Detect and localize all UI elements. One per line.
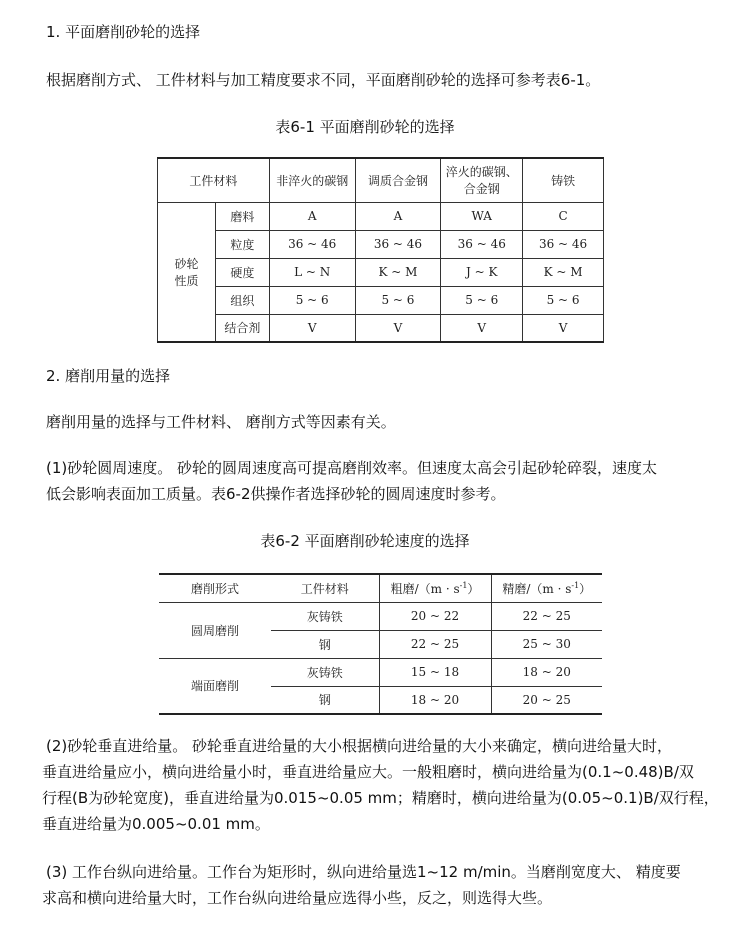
para-2-line-3: 行程(B为砂轮宽度)，垂直进给量为0.015~0.05 mm；精磨时，横向进给量为(0.05~0.1)B/双行程， [42,789,719,807]
row-label: 结合剂 [215,314,269,342]
table-cell: L ~ N [269,258,355,286]
table-cell: 15 ~ 18 [379,658,491,686]
para-2-line-1: (2)砂轮垂直进给量。 砂轮垂直进给量的大小根据横向进给量的大小来确定，横向进给量大时， [46,737,673,755]
table-row [159,574,602,602]
table-row [159,658,602,686]
table-row [158,258,604,286]
form-cell: 端面磨削 [159,658,271,714]
table-row [158,158,604,202]
rough-header-label: 粗磨/（m · s [390,581,460,596]
table-row [158,230,604,258]
table-cell: A [355,202,441,230]
header-cell: 磨削形式 [159,574,271,602]
header-cell: 非淬火的碳钢 [269,158,355,202]
header-cell: 工件材料 [271,574,379,602]
material-cell: 灰铸铁 [271,658,379,686]
table-cell: C [523,202,604,230]
para-3-line-1: (3) 工作台纵向进给量。工作台为矩形时，纵向进给量选1~12 m/min。当磨削宽度大、 精度要 [46,863,681,881]
table-cell: 5 ~ 6 [441,286,523,314]
material-cell: 灰铸铁 [271,602,379,630]
para-2-line-4: 垂直进给量为0.005~0.01 mm。 [42,815,270,833]
unit-exponent: -1 [459,580,468,590]
row-label: 硬度 [215,258,269,286]
table-row [159,602,602,630]
table-cell: 25 ~ 30 [491,630,602,658]
fine-header-close: ） [579,581,592,596]
section-1-paragraph: 根据磨削方式、 工件材料与加工精度要求不同，平面磨削砂轮的选择可参考表6-1。 [46,71,601,89]
table-cell: 36 ~ 46 [441,230,523,258]
header-cell [379,574,491,602]
table-2-caption: 表6-2 平面磨削砂轮速度的选择 [260,532,470,550]
section-1-heading: 1. 平面磨削砂轮的选择 [46,23,201,41]
table-row [158,314,604,342]
para-2-line-2: 垂直进给量应小，横向进给量小时，垂直进给量应大。一般粗磨时，横向进给量为(0.1~0.48)B/双 [42,763,694,781]
para-1-line-1: (1)砂轮圆周速度。 砂轮的圆周速度高可提高磨削效率。但速度太高会引起砂轮碎裂，速度太 [46,459,658,477]
row-label: 组织 [215,286,269,314]
material-cell: 钢 [271,630,379,658]
table-cell: 20 ~ 22 [379,602,491,630]
header-cell: 工件材料 [158,158,270,202]
table-cell: 5 ~ 6 [355,286,441,314]
header-cell: 淬火的碳钢、合金钢 [441,158,523,202]
table-cell: 18 ~ 20 [491,658,602,686]
table-cell: 36 ~ 46 [523,230,604,258]
table-cell: K ~ M [523,258,604,286]
table-row [158,286,604,314]
table-cell: A [269,202,355,230]
table-row [158,202,604,230]
row-label: 粒度 [215,230,269,258]
table-1-caption: 表6-1 平面磨削砂轮的选择 [275,118,455,136]
table-cell: 22 ~ 25 [491,602,602,630]
row-label: 磨料 [215,202,269,230]
table-cell: 5 ~ 6 [523,286,604,314]
section-2-heading: 2. 磨削用量的选择 [46,367,171,385]
para-3-line-2: 求高和横向进给量大时，工作台纵向进给量应选得小些，反之，则选得大些。 [42,889,553,907]
group-cell: 砂轮性质 [158,202,216,342]
table-cell: 18 ~ 20 [379,686,491,714]
table-cell: 36 ~ 46 [269,230,355,258]
header-cell [491,574,602,602]
unit-exponent: -1 [571,580,580,590]
table-1 [157,157,604,343]
header-cell: 调质合金钢 [355,158,441,202]
para-1-line-2: 低会影响表面加工质量。表6-2供操作者选择砂轮的圆周速度时参考。 [46,485,506,503]
rough-header-close: ） [467,581,480,596]
table-cell: K ~ M [355,258,441,286]
header-cell: 铸铁 [523,158,604,202]
material-cell: 钢 [271,686,379,714]
table-cell: V [355,314,441,342]
table-cell: 20 ~ 25 [491,686,602,714]
table-cell: 5 ~ 6 [269,286,355,314]
table-cell: V [441,314,523,342]
table-cell: V [523,314,604,342]
table-2 [159,573,602,715]
table-cell: WA [441,202,523,230]
fine-header-label: 精磨/（m · s [502,581,572,596]
form-cell: 圆周磨削 [159,602,271,658]
section-2-paragraph: 磨削用量的选择与工件材料、 磨削方式等因素有关。 [46,413,396,431]
table-cell: J ~ K [441,258,523,286]
table-cell: V [269,314,355,342]
table-cell: 36 ~ 46 [355,230,441,258]
table-cell: 22 ~ 25 [379,630,491,658]
